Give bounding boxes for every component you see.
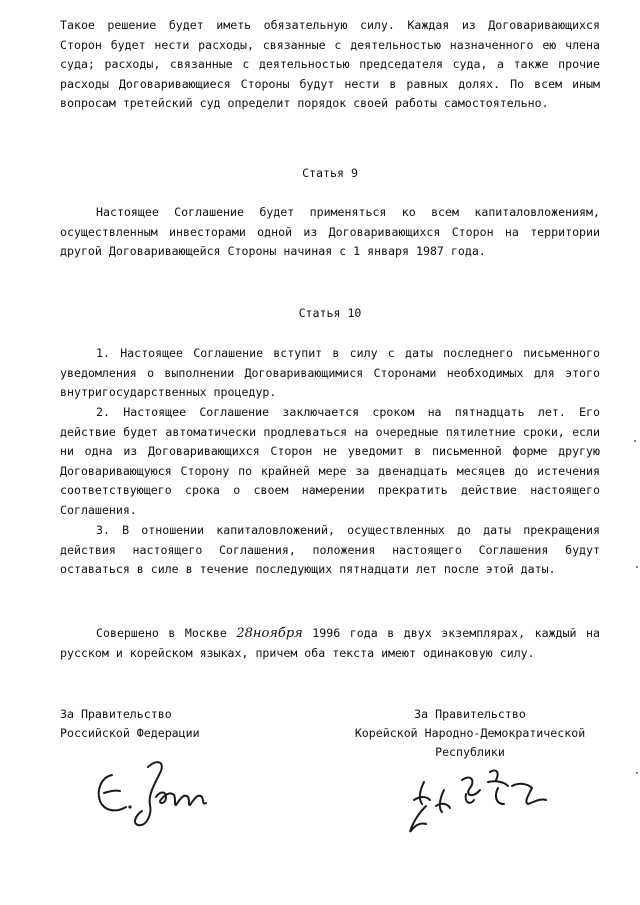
handwritten-date: 28ноября xyxy=(236,626,303,641)
top-paragraph: Такое решение будет иметь обязательную силу. Каждая из Договаривающихся Сторон будет нести расходы, связанные с деятельностью назначенного ею члена суда; расходы, связанные с деятельностью председателя суда, а также прочие расходы Договаривающиеся Стороны будут нести в равных долях. По всем иным вопросам третейский суд определит порядок своей работы самостоятельно. xyxy=(60,18,600,111)
signatory-dprk-line-3: Республики xyxy=(435,745,505,759)
signatory-dprk-line-1: За Правительство xyxy=(414,707,526,721)
scan-speck xyxy=(634,440,636,442)
signatory-russia xyxy=(60,705,290,743)
article-10-paragraph-2: 2. Настоящее Соглашение заключается сроком на пятнадцать лет. Его действие будет автоматически продлеваться на очередные пятилетние сроки, если ни одна из Договаривающихся Сторон не уведомит в письменной форме другую Договаривающуюся Сторону по крайней мере за двенадцать месяцев до истечения соответствующего срока о своем намерении прекратить действие настоящего Соглашения. xyxy=(60,405,600,517)
signatory-russia-line-1: За Правительство xyxy=(60,707,172,721)
scan-speck xyxy=(636,566,638,568)
article-10-paragraph-1: 1. Настоящее Соглашение вступит в силу с даты последнего письменного уведомления о выполнении Договаривающимися Сторонами необходимых для этого внутригосударственных процедур. xyxy=(60,346,600,400)
article-9-text: Настоящее Соглашение будет применяться ко всем капиталовложениям, осуществленным инвесторами одной из Договаривающихся Сторон на территории другой Договаривающейся Стороны начиная с 1 января 1987 года. xyxy=(60,205,600,259)
signatory-russia-line-2: Российской Федерации xyxy=(60,726,200,740)
article-10-paragraph-3: 3. В отношении капиталовложений, осуществленных до даты прекращения действия настоящего Соглашения, положения настоящего Соглашения будут оставаться в силе в течение последующих пятнадцати лет после этой даты. xyxy=(60,523,600,577)
signature-dprk xyxy=(400,760,560,850)
closing-paragraph xyxy=(60,624,600,663)
closing-suffix: 1996 года в двух экземплярах, каждый на русском и корейском языках, причем оба текста имеют одинаковую силу. xyxy=(60,626,601,660)
signatory-dprk xyxy=(340,705,600,762)
scan-speck xyxy=(636,772,638,774)
article-10-title: Статья 10 xyxy=(298,306,362,320)
signature-russia xyxy=(90,755,220,835)
closing-prefix: Совершено в Москве xyxy=(96,626,237,640)
signatory-dprk-line-2: Корейской Народно-Демократической xyxy=(354,726,586,740)
article-9-title: Статья 9 xyxy=(302,166,358,180)
